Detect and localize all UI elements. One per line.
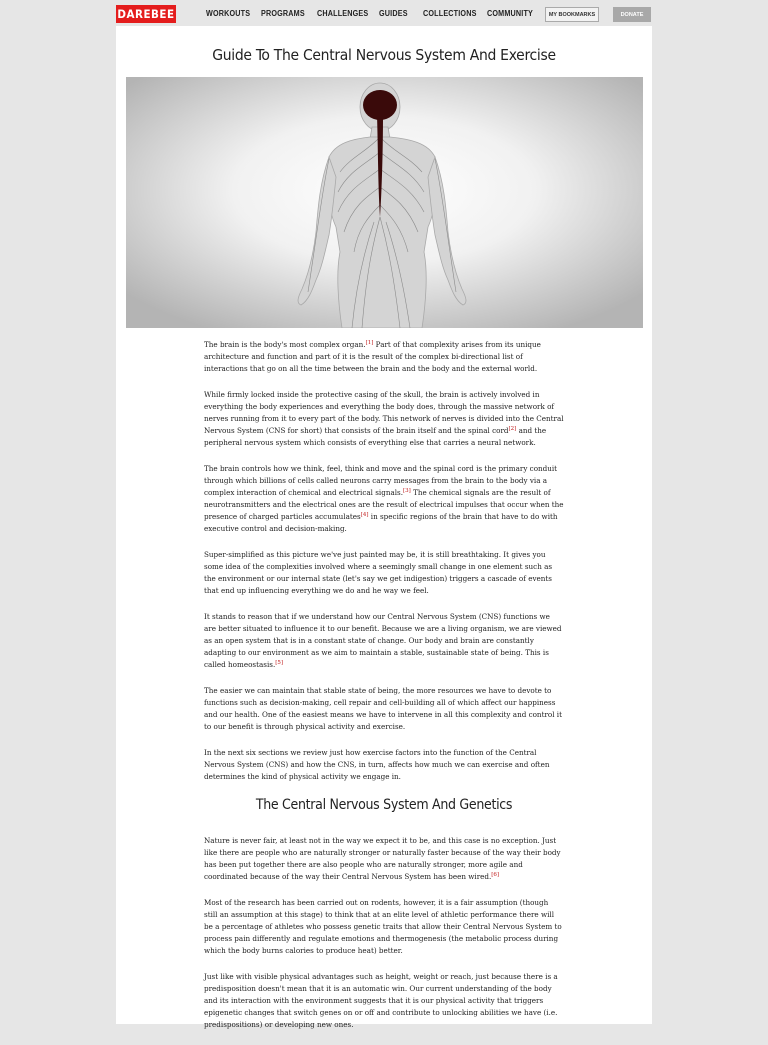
paragraph: The brain controls how we think, feel, think and move and the spinal cord is the primary conduit through which billions of cells called neurons carry messages from the brain to the body via a complex interaction of chemical and electrical signals.[3] The chemical signals are the result of neurotransmitters and the electrical ones are the result of electrical impulses that occur when the presence of charged particles accumulates[4] in specific regions of the brain that have to do with executive control and decision-making. xyxy=(204,464,564,533)
reference-link[interactable]: [5] xyxy=(275,660,284,666)
section-heading: The Central Nervous System And Genetics xyxy=(255,797,513,813)
paragraph: Most of the research has been carried out on rodents, however, it is a fair assumption (though still an assumption at this stage) to think that at an elite level of athletic performance there will be a percentage of athletes who possess genetic traits that allow their Central Nervous System to process pain differently and regulate emotions and thermogenesis (the metabolic process during which the body burns calories to produce heat) better. xyxy=(204,898,562,955)
nervous-system-illustration xyxy=(126,77,643,328)
reference-link[interactable]: [1] xyxy=(365,340,374,346)
paragraph: Nature is never fair, at least not in the way we expect it to be, and this case is no exception. Just like there are people who are naturally stronger or naturally faster because of the way their body has been put together there are also people who are naturally stronger, more agile and coordinated because of the way their Central Nervous System has been wired.[6] xyxy=(204,836,561,881)
reference-link[interactable]: [2] xyxy=(508,426,517,432)
reference-link[interactable]: [6] xyxy=(491,872,500,878)
nav-link-programs[interactable]: PROGRAMS xyxy=(261,8,305,18)
article-body xyxy=(204,339,564,1045)
nav-link-collections[interactable]: COLLECTIONS xyxy=(423,8,477,18)
paragraph: In the next six sections we review just how exercise factors into the function of the Central Nervous System (CNS) and how the CNS, in turn, affects how much we can exercise and often determines the kind of physical activity we engage in. xyxy=(204,748,550,781)
reference-link[interactable]: [4] xyxy=(360,512,369,518)
donate-button[interactable]: DONATE xyxy=(613,7,651,22)
reference-link[interactable]: [3] xyxy=(403,488,411,494)
article-container xyxy=(116,26,652,1029)
my-bookmarks-button[interactable]: MY BOOKMARKS xyxy=(545,7,599,22)
nav-link-community[interactable]: COMMUNITY xyxy=(487,8,534,18)
paragraph: Super-simplified as this picture we've just painted may be, it is still breathtaking. It gives you some idea of the complexities involved where a seemingly small change in one element such as the environment or our internal state (let's say we get indigestion) triggers a cascade of events that end up influencing everything we do and he way we feel. xyxy=(204,550,553,595)
nav-link-workouts[interactable]: WORKOUTS xyxy=(206,8,251,18)
paragraph: While firmly locked inside the protective casing of the skull, the brain is actively involved in everything the body experiences and everything the body does, through the massive network of nerves running from it to every part of the body. This network of nerves is divided into the Central Nervous System (CNS for short) that consists of the brain itself and the spinal cord[2] and the peripheral nervous system which consists of everything else that carries a neural network. xyxy=(204,390,564,447)
darebee-logo[interactable]: DAREBEE xyxy=(117,7,175,21)
paragraph: The brain is the body's most complex organ.[1] Part of that complexity arises from its unique architecture and function and part of it is the result of the complex bi-directional list of interactions that go on all the time between the brain and the body and the external world. xyxy=(204,340,541,373)
paragraph: Just like with visible physical advantages such as height, weight or reach, just because there is a predisposition doesn't mean that it is an automatic win. Our current understanding of the body and its interaction with the environment suggests that it is our physical activity that triggers epigenetic changes that switch genes on or off and contribute to unlocking abilities we have (i.e. predispositions) or developing new ones. xyxy=(204,972,558,1029)
page-title: Guide To The Central Nervous System And Exercise xyxy=(212,46,556,64)
nav-link-challenges[interactable]: CHALLENGES xyxy=(317,8,369,18)
paragraph: The easier we can maintain that stable state of being, the more resources we have to devote to functions such as decision-making, cell repair and cell-building all of which affect our happiness and our health. One of the easiest means we have to intervene in all this complexity and control it to our benefit is through physical activity and exercise. xyxy=(204,686,562,731)
nav-link-guides[interactable]: GUIDES xyxy=(379,8,408,18)
paragraph: It stands to reason that if we understand how our Central Nervous System (CNS) functions we are better situated to influence it to our benefit. Because we are a living organism, we are viewed as an open system that is in a constant state of change. Our body and brain are constantly adapting to our environment as we aim to maintain a stable, sustainable state of being. This is called homeostasis.[5] xyxy=(204,612,562,669)
top-navigation xyxy=(0,0,768,26)
